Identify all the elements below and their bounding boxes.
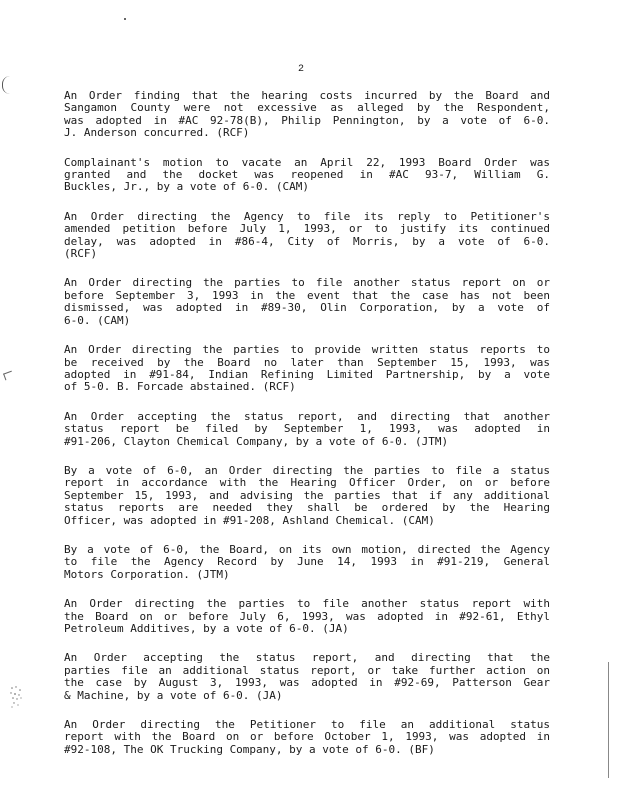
paragraph-line: adopted in #91-84, Indian Refining Limited Partnership, by a vote [64,367,550,381]
paragraph-line: Sangamon County were not excessive as alleged by the Respondent, [64,101,550,115]
paragraph-line: An Order finding that the hearing costs incurred by the Board and [64,89,550,102]
order-paragraph [64,411,550,448]
order-paragraph [64,90,550,140]
paragraph-line: amended petition before July 1, 1993, or to justify its continued [64,222,550,236]
paragraph-line: status reports are needed they shall be ordered by the Hearing [64,501,550,515]
paragraph-line: J. Anderson concurred. (RCF) [64,126,250,140]
order-paragraph [64,277,550,327]
scan-smudge [8,684,26,710]
paragraph-line: An Order directing the parties to file another status report with [64,597,550,611]
paragraph-line: before September 3, 1993 in the event that the case has not been [64,288,550,302]
paragraph-line: the case by August 3, 1993, was adopted in #92-69, Patterson Gear [64,676,550,690]
paragraph-line: & Machine, by a vote of 6-0. (JA) [64,688,283,702]
order-paragraph [64,344,550,394]
paragraph-line: Petroleum Additives, by a vote of 6-0. (JA) [64,622,349,635]
paragraph-line: parties file an additional status report, or take further action on [64,663,550,677]
paragraph-line: be received by the Board no later than September 15, 1993, was [64,355,550,369]
paragraph-line: Officer, was adopted in #91-208, Ashland Chemical. (CAM) [64,513,435,527]
scan-margin-mark [3,371,14,381]
order-paragraph [64,211,550,261]
paragraph-line: An Order directing the parties to file another status report on or [64,276,550,290]
paragraph-line: 6-0. (CAM) [64,313,131,327]
paragraph-line: By a vote of 6-0, an Order directing the parties to file a status [64,463,550,477]
order-paragraph [64,544,550,581]
scan-speck [124,18,126,20]
order-paragraph [64,652,550,702]
paragraph-line: status report be filed by September 1, 1993, was adopted in [64,422,550,436]
paragraph-line: An Order accepting the status report, and directing that another [64,409,550,423]
paragraph-line: An Order directing the parties to provide written status reports to [64,343,550,357]
paragraph-line: Motors Corporation. (JTM) [64,567,230,581]
paragraph-line: Buckles, Jr., by a vote of 6-0. (CAM) [64,180,310,194]
order-paragraph [64,465,550,527]
paragraph-line: By a vote of 6-0, the Board, on its own motion, directed the Agency [64,542,550,556]
paragraph-line: #92-108, The OK Trucking Company, by a vote of 6-0. (BF) [64,742,435,756]
order-paragraph [64,157,550,194]
paragraph-line: the Board on or before July 6, 1993, was adopted in #92-61, Ethyl [64,609,550,623]
paragraph-line: September 15, 1993, and advising the parties that if any additional [64,488,550,502]
paragraph-line: report with the Board on or before October 1, 1993, was adopted in [64,730,550,744]
paragraph-line: Complainant's motion to vacate an April 22, 1993 Board Order was [64,155,550,169]
paragraph-line: An Order accepting the status report, and directing that the [64,651,550,665]
paragraph-line: report in accordance with the Hearing Officer Order, on or before [64,476,550,490]
scan-margin-mark [2,76,11,94]
paragraph-line: #91-206, Clayton Chemical Company, by a vote of 6-0. (JTM) [64,434,449,448]
scan-edge-line [608,662,609,778]
paragraph-line: An Order directing the Agency to file its reply to Petitioner's [64,209,550,223]
paragraph-line: granted and the docket was reopened in #AC 93-7, William G. [64,168,550,182]
paragraph-line: to file the Agency Record by June 14, 1993 in #91-219, General [64,555,550,569]
paragraph-line: of 5-0. B. Forcade abstained. (RCF) [64,380,296,394]
page-number: 2 [298,64,305,75]
order-paragraph [64,598,550,635]
paragraph-line: An Order directing the Petitioner to file an additional status [64,718,550,732]
paragraph-line: was adopted in #AC 92-78(B), Philip Pennington, by a vote of 6-0. [64,113,550,127]
order-paragraph [64,719,550,756]
paragraph-line: (RCF) [64,247,98,261]
minutes-body [64,90,550,773]
paragraph-line: dismissed, was adopted in #89-30, Olin Corporation, by a vote of [64,301,550,315]
paragraph-line: delay, was adopted in #86-4, City of Morris, by a vote of 6-0. [64,234,550,248]
